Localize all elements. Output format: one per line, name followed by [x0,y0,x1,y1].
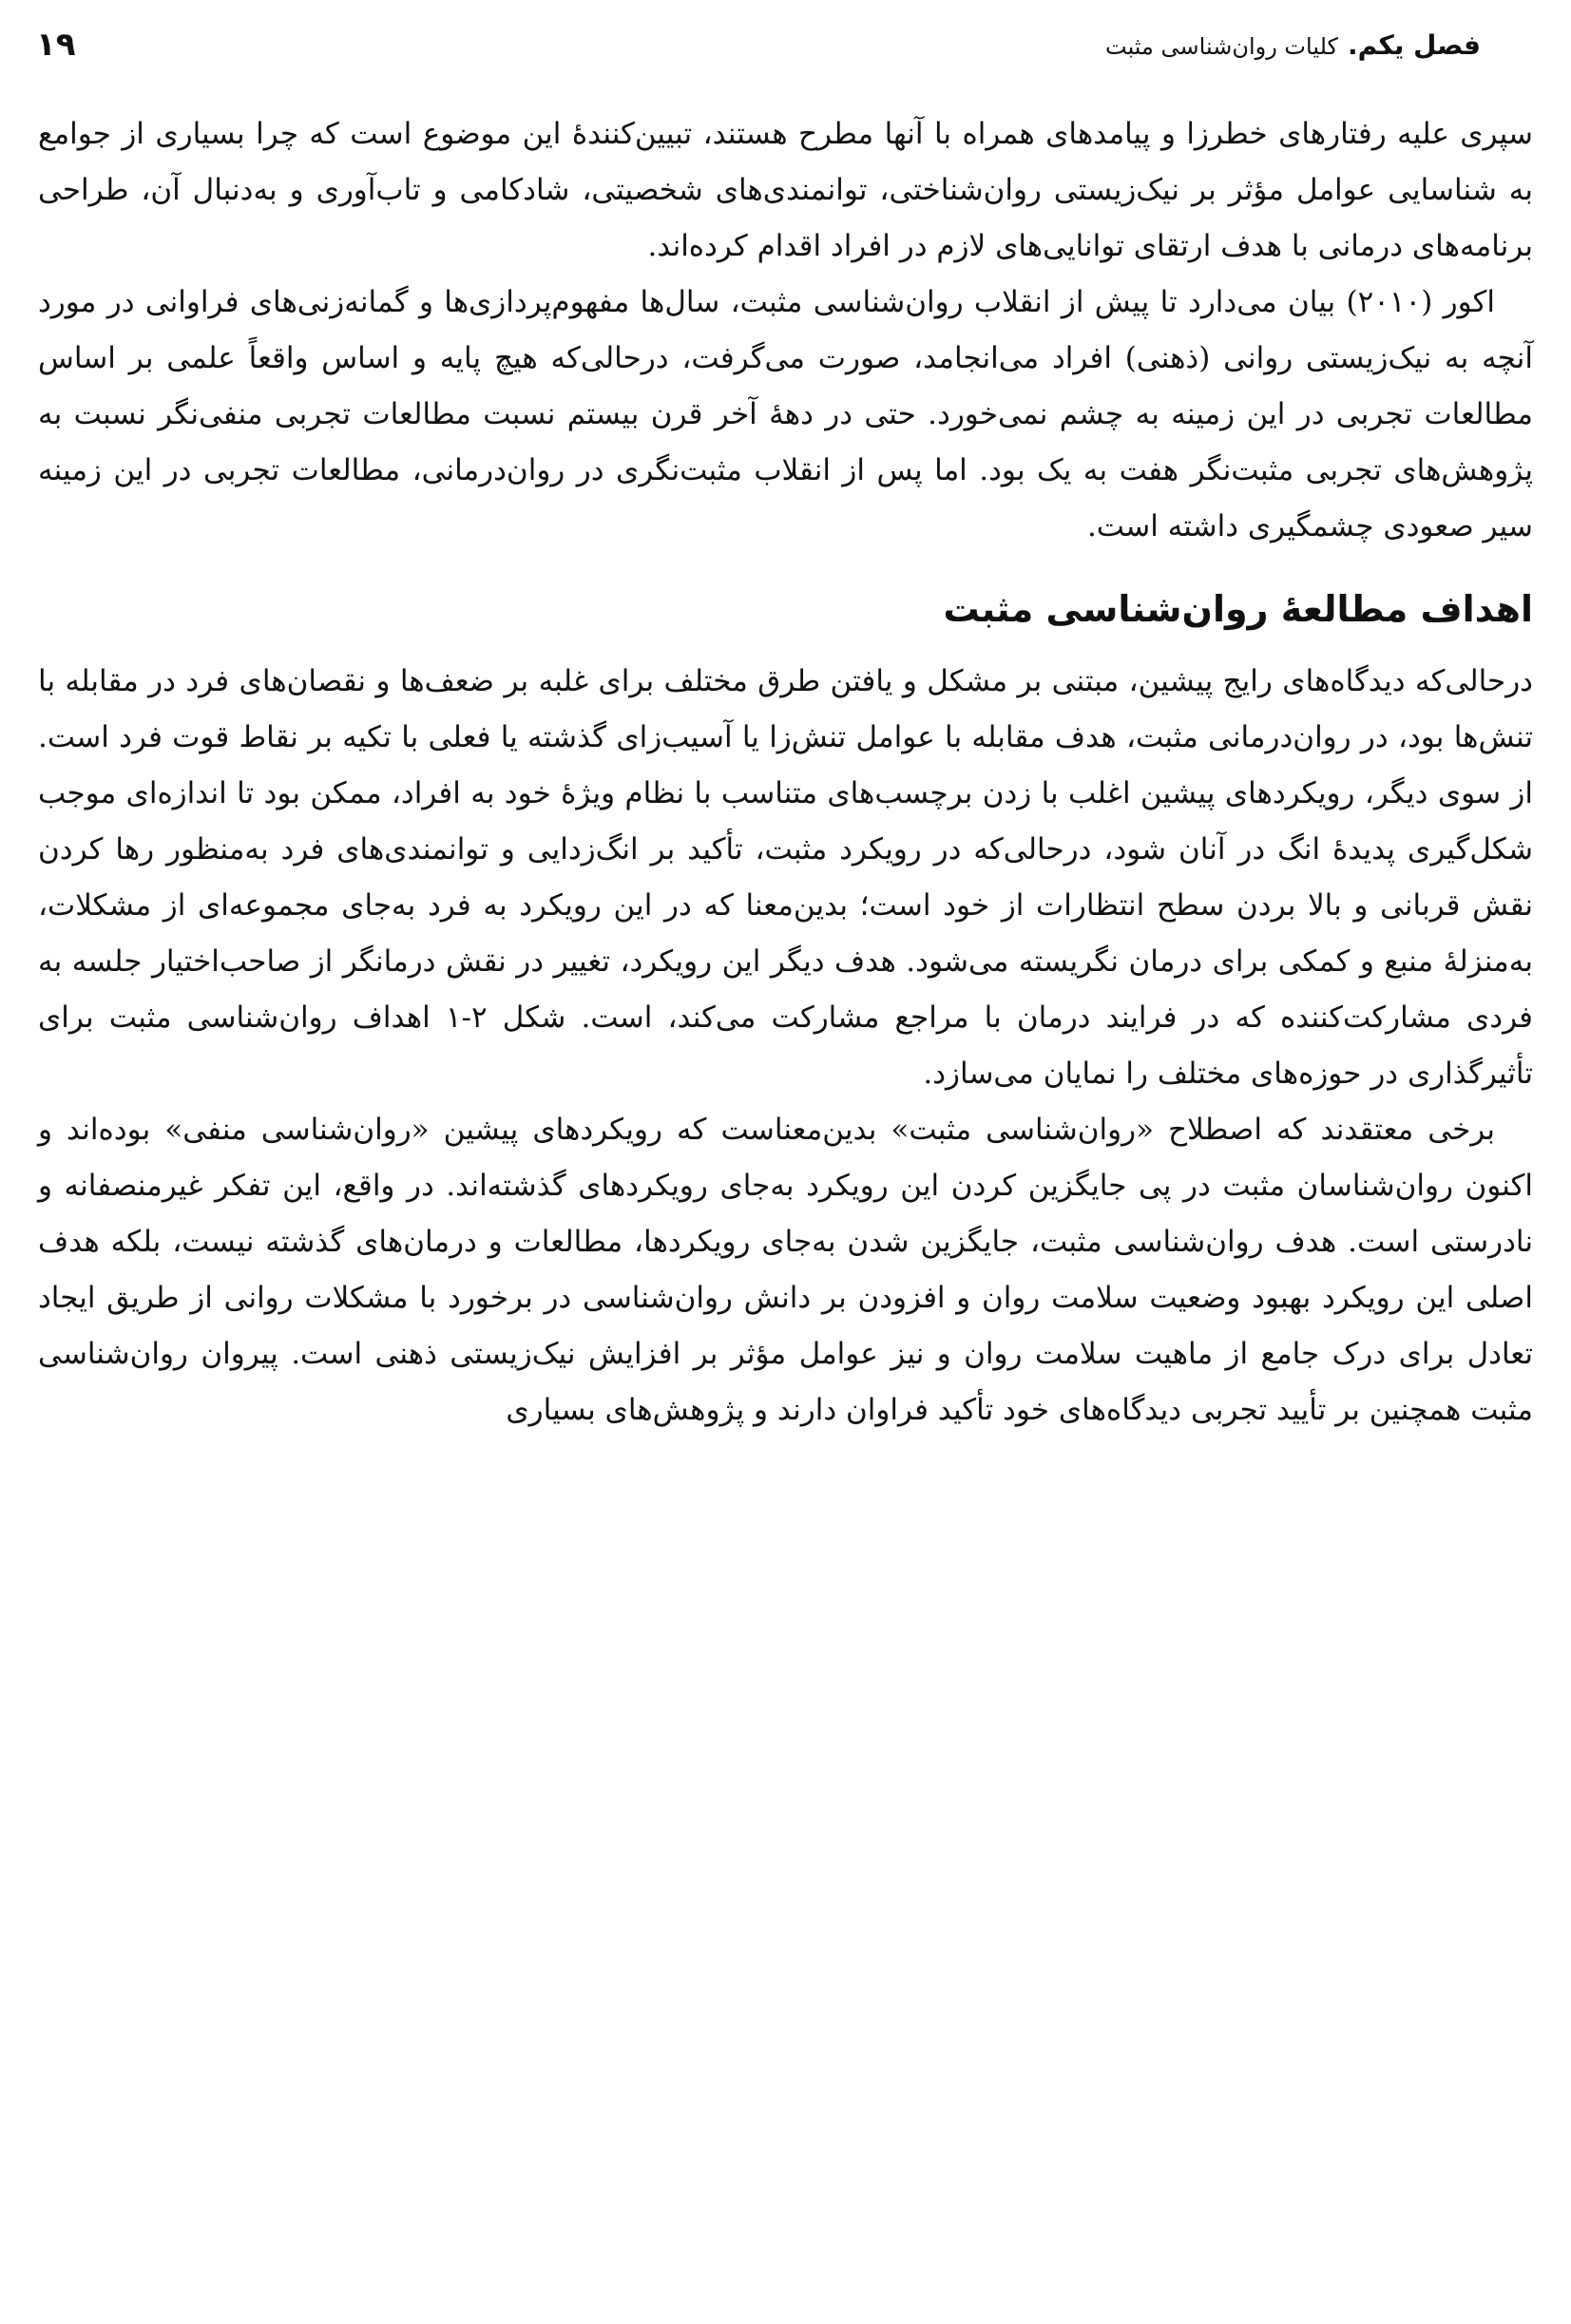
body-text [38,106,1533,1438]
paragraph: برخی معتقدند که اصطلاح «روان‌شناسی مثبت» بدین‌معناست که رویکردهای پیشین «روان‌شناسی منفی» بوده‌اند و اکنون روان‌شناسان مثبت در پی جایگزین کردن این رویکرد به‌جای رویکردهای گذشته‌اند. در واقع، این تفکر غیرمنصفانه و نادرستی است. هدف روان‌شناسی مثبت، جایگزین شدن به‌جای رویکردها، مطالعات و درمان‌های گذشته نیست، بلکه هدف اصلی این رویکرد بهبود وضعیت سلامت روان و افزودن بر دانش روان‌شناسی در برخورد با مشکلات روانی از طریق ایجاد تعادل برای درک جامع از ماهیت سلامت روان و نیز عوامل مؤثر بر افزایش نیک‌زیستی ذهنی است. پیروان روان‌شناسی مثبت همچنین بر تأیید تجربی دیدگاه‌های خود تأکید فراوان دارند و پژوهش‌های بسیاری [38,1113,1533,1427]
running-header-title [1105,29,1481,61]
paragraph: درحالی‌که دیدگاه‌های رایج پیشین، مبتنی بر مشکل و یافتن طرق مختلف برای غلبه بر ضعف‌ها و نقصان‌های فرد در مقابله با تنش‌ها بود، در روان‌درمانی مثبت، هدف مقابله با عوامل تنش‌زا یا آسیب‌زای گذشته یا فعلی با تکیه بر نقاط قوت فرد است. از سوی دیگر، رویکردهای پیشین اغلب با زدن برچسب‌های متناسب با نظام ویژهٔ خود به افراد، ممکن بود تا اندازه‌ای موجب شکل‌گیری پدیدهٔ انگ در آنان شود، درحالی‌که در رویکرد مثبت، تأکید بر انگ‌زدایی و توانمندی‌های فرد به‌منظور رها کردن نقش قربانی و بالا بردن سطح انتظارات از خود است؛ بدین‌معنا که در این رویکرد به فرد به‌جای مجموعه‌ای از مشکلات، به‌منزلهٔ منبع و کمکی برای درمان نگریسته می‌شود. هدف دیگر این رویکرد، تغییر در نقش درمانگر از صاحب‌اختیار جلسه به فردی مشارکت‌کننده که در فرایند درمان با مراجع مشارکت می‌کند، است. شکل ۲-۱ اهداف روان‌شناسی مثبت برای تأثیرگذاری در حوزه‌های مختلف را نمایان می‌سازد. [38,664,1533,1091]
chapter-label: فصل یکم. [1347,29,1481,61]
paragraph: اکور (۲۰۱۰) بیان می‌دارد تا پیش از انقلاب روان‌شناسی مثبت، سال‌ها مفهوم‌پردازی‌ها و گمانه‌زنی‌های فراوانی در مورد آنچه به نیک‌زیستی روانی (ذهنی) افراد می‌انجامد، صورت می‌گرفت، درحالی‌که هیچ پایه و اساس واقعاً علمی بر اساس مطالعات تجربی در این زمینه به چشم نمی‌خورد. حتی در دههٔ آخر قرن بیستم نسبت مطالعات تجربی منفی‌نگر نسبت به پژوهش‌های تجربی مثبت‌نگر هفت به یک بود. اما پس از انقلاب مثبت‌نگری در روان‌درمانی، مطالعات تجربی در این زمینه سیر صعودی چشمگیری داشته است. [38,285,1533,543]
chapter-subtitle: کلیات روان‌شناسی مثبت [1105,32,1338,60]
paragraph: سپری علیه رفتارهای خطرزا و پیامدهای همراه با آنها مطرح هستند، تبیین‌کنندهٔ این موضوع است که چرا بسیاری از جوامع به شناسایی عوامل مؤثر بر نیک‌زیستی روان‌شناختی، توانمندی‌های شخصیتی، شادکامی و تاب‌آوری و به‌دنبال آن، طراحی برنامه‌های درمانی با هدف ارتقای توانایی‌های لازم در افراد اقدام کرده‌اند. [38,117,1533,263]
running-header [36,21,1481,68]
section-heading: اهداف مطالعهٔ روان‌شناسی مثبت [943,588,1533,630]
page-number: ۱۹ [36,26,76,64]
